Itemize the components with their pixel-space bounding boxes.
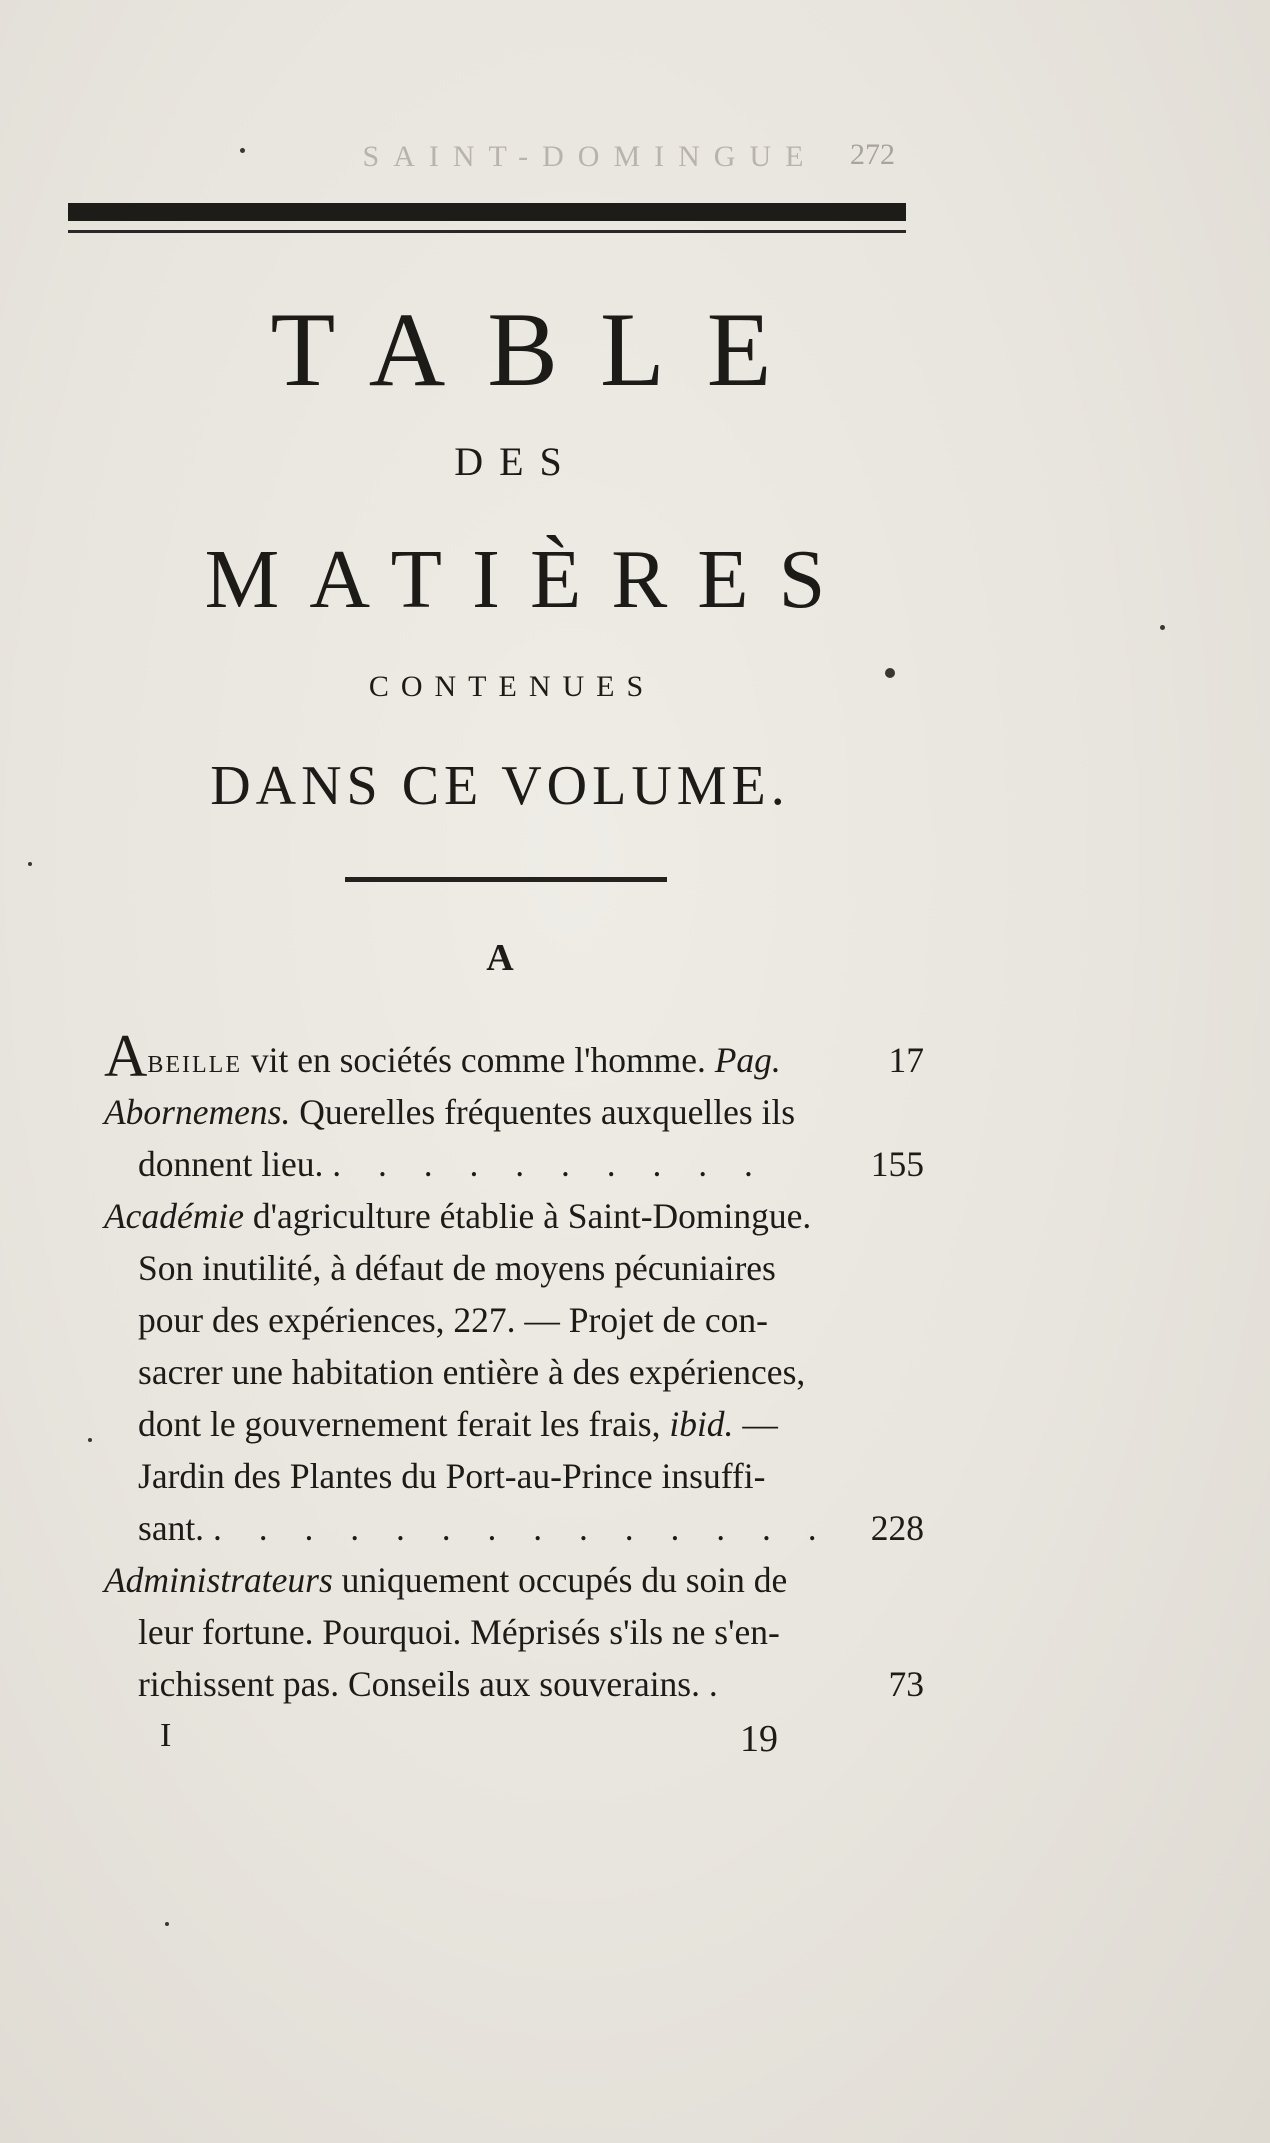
paper-speck (88, 1438, 92, 1442)
page-number: 17 (888, 1040, 924, 1080)
title-line-des: DES (454, 439, 578, 484)
index-entry-line (104, 1023, 924, 1089)
dot-leader: . . . . . . . . . . (332, 1144, 767, 1184)
index-entry-line (138, 1451, 924, 1503)
running-head: SAINT-DOMINGUE (362, 140, 818, 173)
signature-mark: I (160, 1717, 172, 1754)
index-entry-line (104, 1087, 924, 1139)
entry-text: sant. (138, 1508, 213, 1548)
index-entry-line (138, 1399, 924, 1451)
index-entry-line (138, 1295, 924, 1347)
entry-text: Querelles fréquentes auxquelles ils (290, 1092, 796, 1132)
title-divider-rule (345, 877, 667, 882)
entry-text: Jardin des Plantes du Port-au-Prince insuffi- (138, 1456, 766, 1496)
paper-speck (885, 668, 895, 678)
header-rule-thin (68, 230, 906, 233)
drop-cap: A (104, 1023, 148, 1089)
entry-text: donnent lieu. (138, 1144, 333, 1184)
page-abbreviation: Pag. (714, 1040, 781, 1080)
index-entry-line (104, 1555, 924, 1607)
entry-term-smallcaps: BEILLE (147, 1052, 242, 1078)
entry-term: Abornemens. (104, 1092, 291, 1132)
entry-text: d'agriculture établie à Saint-Domingue. (243, 1196, 812, 1236)
entry-text: sacrer une habitation entière à des expériences, (138, 1352, 806, 1392)
page-number: 73 (888, 1664, 924, 1704)
title-line-matieres: MATIÈRES (204, 533, 856, 626)
entry-text-tail: — (733, 1404, 778, 1444)
header-rule-thick (68, 203, 906, 221)
entry-text: uniquement occupés du soin de (332, 1560, 788, 1600)
index-entry-line (138, 1659, 924, 1711)
entry-text: vit en sociétés comme l'homme. (241, 1040, 715, 1080)
entry-text: dont le gouvernement ferait les frais, (138, 1404, 670, 1444)
ibid-reference: ibid. (669, 1404, 734, 1444)
index-entry-line (138, 1607, 924, 1659)
index-entry-line (104, 1191, 924, 1243)
entry-term: Académie (104, 1196, 244, 1236)
title-line-volume: DANS CE VOLUME. (210, 755, 790, 817)
entry-text: Son inutilité, à défaut de moyens pécuniaires (138, 1248, 776, 1288)
index-entry-line (138, 1347, 924, 1399)
paper-speck (165, 1922, 169, 1926)
index-entry-line (138, 1243, 924, 1295)
title-line-table: TABLE (270, 291, 814, 408)
running-page-number: 272 (850, 138, 895, 171)
paper-speck (1160, 625, 1165, 630)
paper-speck (28, 862, 32, 866)
index-entry-line (138, 1139, 924, 1191)
entry-text: richissent pas. Conseils aux souverains. (138, 1664, 709, 1704)
dot-leader: . . . . . . . . . . . . . . (212, 1508, 831, 1548)
index-entry-line (138, 1503, 924, 1555)
dot-leader: . (708, 1664, 718, 1704)
page-number: 155 (870, 1144, 924, 1184)
entry-text: leur fortune. Pourquoi. Méprisés s'ils ne s'en- (138, 1612, 780, 1652)
page-number: 228 (870, 1508, 924, 1548)
entry-term: Administrateurs (104, 1560, 333, 1600)
title-line-contenues: CONTENUES (368, 670, 656, 703)
sheet-number: 19 (740, 1718, 778, 1760)
paper-speck (240, 148, 245, 153)
entry-text: pour des expériences, 227. — Projet de con- (138, 1300, 768, 1340)
section-letter: A (486, 937, 514, 979)
